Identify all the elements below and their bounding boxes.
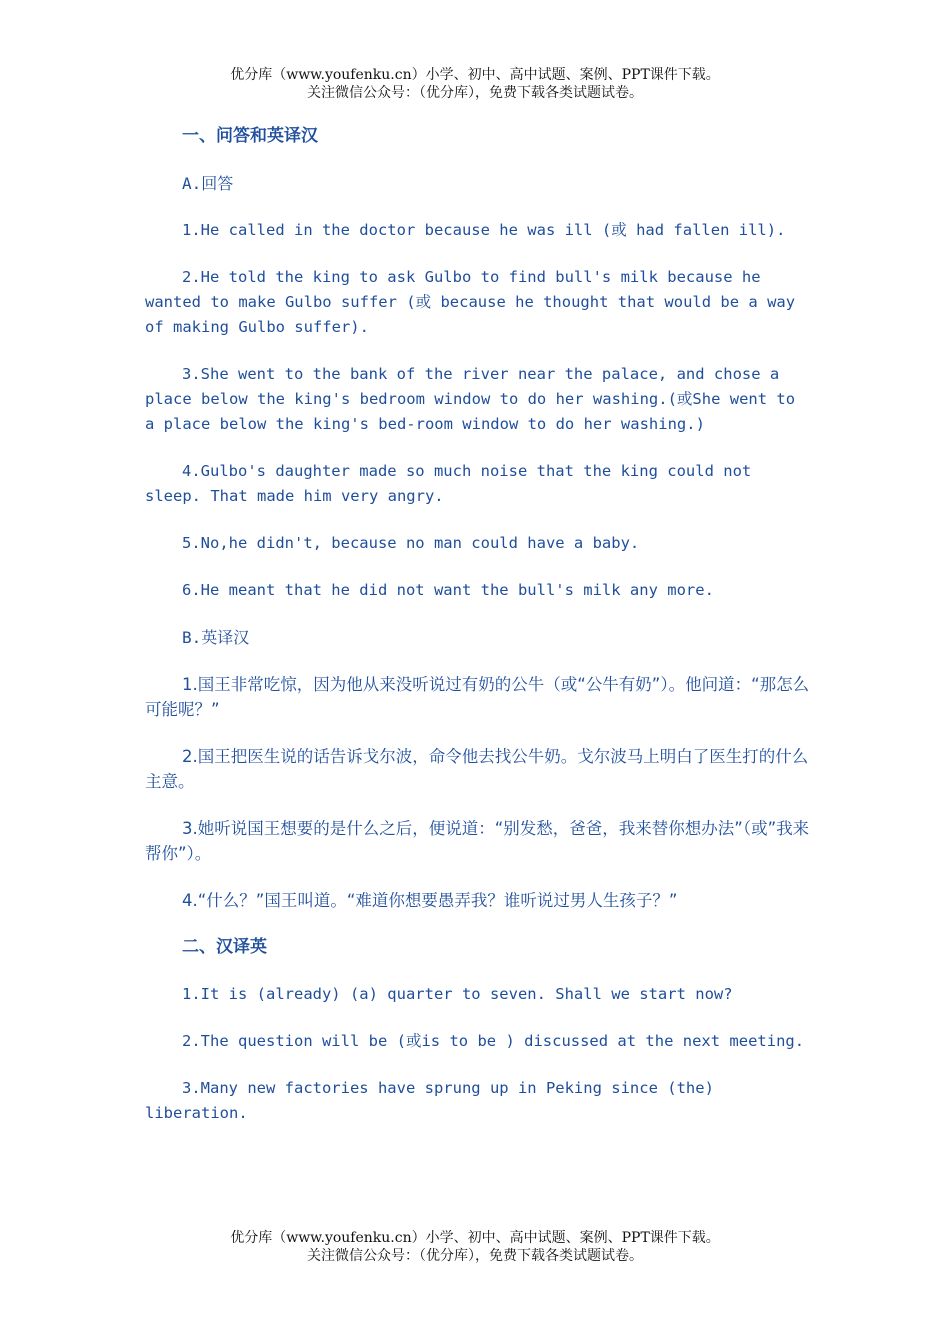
- answer-a-2: 2.He told the king to ask Gulbo to find bull's milk because he wanted to make Gulbo suffer (或 because he thought that would be a way of making Gulbo suffer).: [145, 268, 805, 336]
- answer-a-1: 1.He called in the doctor because he was ill (或 had fallen ill).: [182, 221, 786, 239]
- header-line-1: 优分库（www.youfenku.cn）小学、初中、高中试题、案例、PPT课件下载。: [230, 67, 720, 83]
- answer-a-5: 5.No,he didn't, because no man could have a baby.: [182, 534, 640, 552]
- part-a-label: A.回答: [182, 174, 234, 193]
- section-2-title: 二、汉译英: [182, 937, 267, 957]
- part-b-label: B.英译汉: [182, 628, 250, 647]
- answer-b-2: 2.国王把医生说的话告诉戈尔波，命令他去找公牛奶。戈尔波马上明白了医生打的什么主意。: [145, 747, 809, 791]
- page-header: [0, 66, 950, 102]
- answer-a-3: 3.She went to the bank of the river near the palace, and chose a place below the king's bedroom window to do her washing.(或She went to a place below the king's bed-room window to do her washing.): [145, 365, 805, 433]
- answer-c-1: 1.It is (already) (a) quarter to seven. Shall we start now?: [182, 985, 733, 1003]
- section-1-title: 一、问答和英译汉: [182, 126, 318, 146]
- page-footer: [0, 1229, 950, 1265]
- answer-content: [145, 124, 810, 1148]
- answer-b-3: 3.她听说国王想要的是什么之后，便说道：“别发愁，爸爸，我来替你想办法”（或”我来帮你”）。: [145, 819, 810, 863]
- header-line-2: 关注微信公众号：（优分库），免费下载各类试题试卷。: [307, 85, 643, 101]
- answer-c-3: 3.Many new factories have sprung up in Peking since (the) liberation.: [145, 1079, 724, 1122]
- answer-c-2: 2.The question will be (或is to be ) discussed at the next meeting.: [182, 1032, 805, 1050]
- answer-a-6: 6.He meant that he did not want the bull's milk any more.: [182, 581, 714, 599]
- footer-line-2: 关注微信公众号：（优分库），免费下载各类试题试卷。: [307, 1248, 643, 1264]
- answer-b-1: 1.国王非常吃惊，因为他从来没听说过有奶的公牛（或“公牛有奶”）。他问道：“那怎么可能呢？”: [145, 675, 810, 719]
- answer-a-4: 4.Gulbo's daughter made so much noise that the king could not sleep. That made him very angry.: [145, 462, 761, 505]
- answer-b-4: 4.“什么？”国王叫道。“难道你想要愚弄我？谁听说过男人生孩子？”: [182, 891, 678, 910]
- footer-line-1: 优分库（www.youfenku.cn）小学、初中、高中试题、案例、PPT课件下载。: [230, 1230, 720, 1246]
